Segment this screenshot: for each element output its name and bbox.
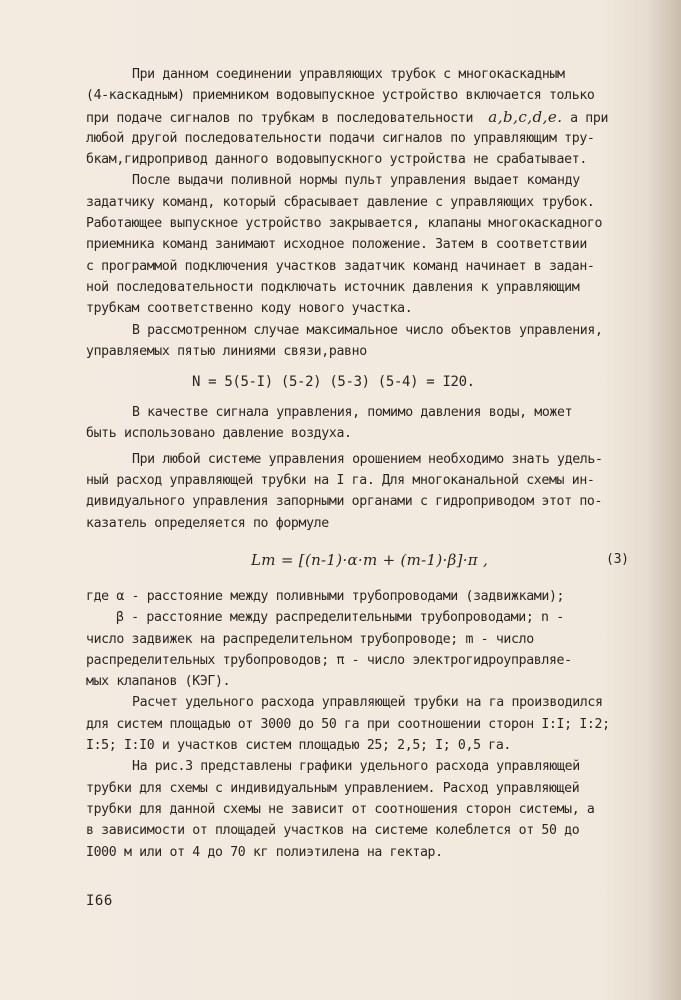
text-line: В качестве сигнала управления, помимо давления воды, может — [132, 405, 573, 421]
text-line: трубки для схемы с индивидуальным управлением. Расход управляющей — [86, 780, 580, 796]
formula-specific-consumption — [86, 534, 656, 586]
text-line: В рассмотренном случае максимальное число объектов управления, — [132, 322, 603, 338]
text-line: казатель определяется по формуле — [86, 515, 329, 531]
text-line: распределительных трубопроводов; π - число электрогидроуправляе- — [86, 652, 572, 668]
text-fragment: а при — [570, 110, 609, 126]
formula-objects-count: N = 5(5-I) (5-2) (5-3) (5-4) = I20. — [192, 374, 475, 391]
text-line: При любой системе управления орошением необходимо знать удель- — [132, 451, 603, 467]
text-line: число задвижек на распределительном трубопроводе; m - число — [86, 631, 534, 647]
formula-number: (3) — [606, 551, 629, 567]
text-line: ный расход управляющей трубки на I га. Для многоканальной схемы ин- — [86, 473, 595, 489]
text-line: I:5; I:I0 и участков систем площадью 25; 2,5; I; 0,5 га. — [86, 738, 512, 754]
text-line: β - расстояние между распределительными трубопроводами; n - — [116, 610, 564, 626]
text-line: Работающее выпускное устройство закрывается, клапаны многокаскадного — [86, 216, 603, 232]
formula-expression: Lт = [(n-1)·α·m + (m-1)·β]·π , — [251, 550, 489, 569]
text-line — [86, 107, 656, 128]
text-line: в зависимости от площадей участков на системе колеблется от 50 до — [86, 823, 580, 839]
text-line: управляемых пятью линиями связи,равно — [86, 343, 367, 359]
text-line: задатчику команд, который сбрасывает давление с управляющих трубок. — [86, 194, 595, 210]
text-line: где α - расстояние между поливными трубопроводами (задвижками); — [86, 588, 565, 604]
text-line: с программой подключения участков задатчик команд начинает в задан- — [86, 258, 595, 274]
text-line: I000 м или от 4 до 70 кг полиэтилена на гектар. — [86, 844, 443, 860]
text-line: дивидуального управления запорными органами с гидроприводом этот по- — [86, 494, 603, 510]
text-line: для систем площадью от 3000 до 50 га при соотношении сторон I:I; I:2; — [86, 716, 610, 732]
sequence-letters: a,b,c,d,e. — [488, 107, 563, 126]
text-line: трубкам соответственно коду нового участка. — [86, 301, 413, 317]
text-line: После выдачи поливной нормы пульт управления выдает команду — [132, 173, 580, 189]
text-line: быть использовано давление воздуха. — [86, 426, 352, 442]
text-line: ной последовательности подключать источник давления к управляющим — [86, 279, 580, 295]
body-text — [86, 64, 656, 863]
text-line: бкам,гидропривод данного водовыпускного устройства не срабатывает. — [86, 152, 587, 168]
text-line: На рис.3 представлены графики удельного расхода управляющей — [132, 759, 580, 775]
text-line: Расчет удельного расхода управляющей трубки на га производился — [132, 695, 603, 711]
text-line: любой другой последовательности подачи сигналов по управляющим тру- — [86, 130, 595, 146]
text-line: мых клапанов (КЭГ). — [86, 674, 231, 690]
text-line: трубки для данной схемы не зависит от соотношения сторон системы, а — [86, 801, 595, 817]
text-fragment: при подаче сигналов по трубкам в последовательности — [86, 110, 474, 126]
text-line: приемника команд занимают исходное положение. Затем в соответствии — [86, 237, 587, 253]
page-number: I66 — [86, 893, 113, 909]
text-line: (4-каскадным) приемником водовыпускное устройство включается только — [86, 88, 595, 104]
text-line: При данном соединении управляющих трубок с многокаскадным — [132, 67, 565, 82]
